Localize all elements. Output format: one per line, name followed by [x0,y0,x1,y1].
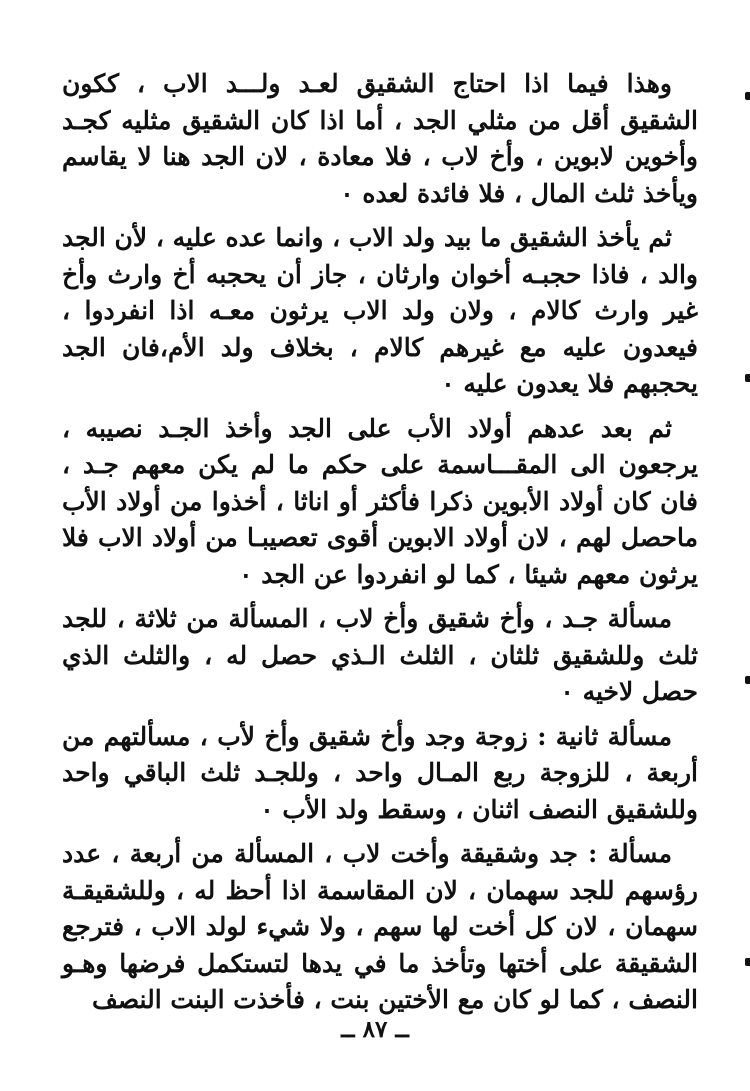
edge-mark [745,374,750,382]
paragraph-2: ثم يأخذ الشقيق ما بيد ولد الاب ، وانما عده عليه ، لأن الجد والد ، فاذا حجبـه أخوان وارثان ، جاز أن يحجبه أخ وارث وأخ غير وارث كالام ، ولان ولد الاب يرثون معـه اذا انفردوا ، فيعدون عليه مع غيرهم كالام ، بخلاف ولد الأم،فان الجد يحجبهم فلا يعدون عليه ٠ [62,223,698,398]
paragraph-4: مسألة جـد ، وأخ شقيق وأخ لاب ، المسألة من ثلاثة ، للجد ثلث وللشقيق ثلثان ، الثلث الـذي حصل له ، والثلث الذي حصل لاخيه ٠ [62,604,698,706]
paragraph-1: وهذا فيما اذا احتاج الشقيق لعـد ولـــد الاب ، ككون الشقيق أقل من مثلي الجد ، أما اذا كان الشقيق مثليه كجـد وأخوين لابوين ، وأخ لاب ، فلا معادة ، لان الجد هنا لا يقاسم ويأخذ ثلث المال ، فلا فائدة لعده ٠ [62,69,698,208]
body-text [62,66,698,1019]
page-number: ــ ٨٧ ــ [341,1016,409,1043]
edge-mark [745,92,750,100]
edge-mark [745,676,750,684]
paragraph-5: مسألة ثانية : زوجة وجد وأخ شقيق وأخ لأب ، مسألتهم من أربعة ، للزوجة ربع المـال واحد ، وللجـد ثلث الباقي واحد وللشقيق النصف اثنان ، وسقط ولد الأب ٠ [62,721,698,824]
edge-mark [745,958,750,966]
paragraph-3: ثم بعد عدهم أولاد الأب على الجد وأخذ الجـد نصيبه ، يرجعون الى المقـــاسمة على حكم ما لم يكن معهم جـد ، فان كان أولاد الأبوين ذكرا فأكثر أو اناثا ، أخذوا من أولاد الأب ماحصل لهم ، لان أولاد الابوين أقوى تعصيبـا من أولاد الاب فلا يرثون معهم شيئا ، كما لو انفردوا عن الجد ٠ [62,413,698,589]
paragraph-6: مسألة : جد وشقيقة وأخت لاب ، المسألة من أربعة ، عدد رؤسهم للجد سهمان ، لان المقاسمة اذا أحظ له ، وللشقيقـة سهمان ، لان كل أخت لها سهم ، ولا شيء لولد الاب ، فترجع الشقيقة على أختها وتأخذ ما في يدها لتستكمل فرضها وهـو النصف ، كما لو كان مع الأختين بنت ، فأخذت البنت النصف [62,839,698,1014]
